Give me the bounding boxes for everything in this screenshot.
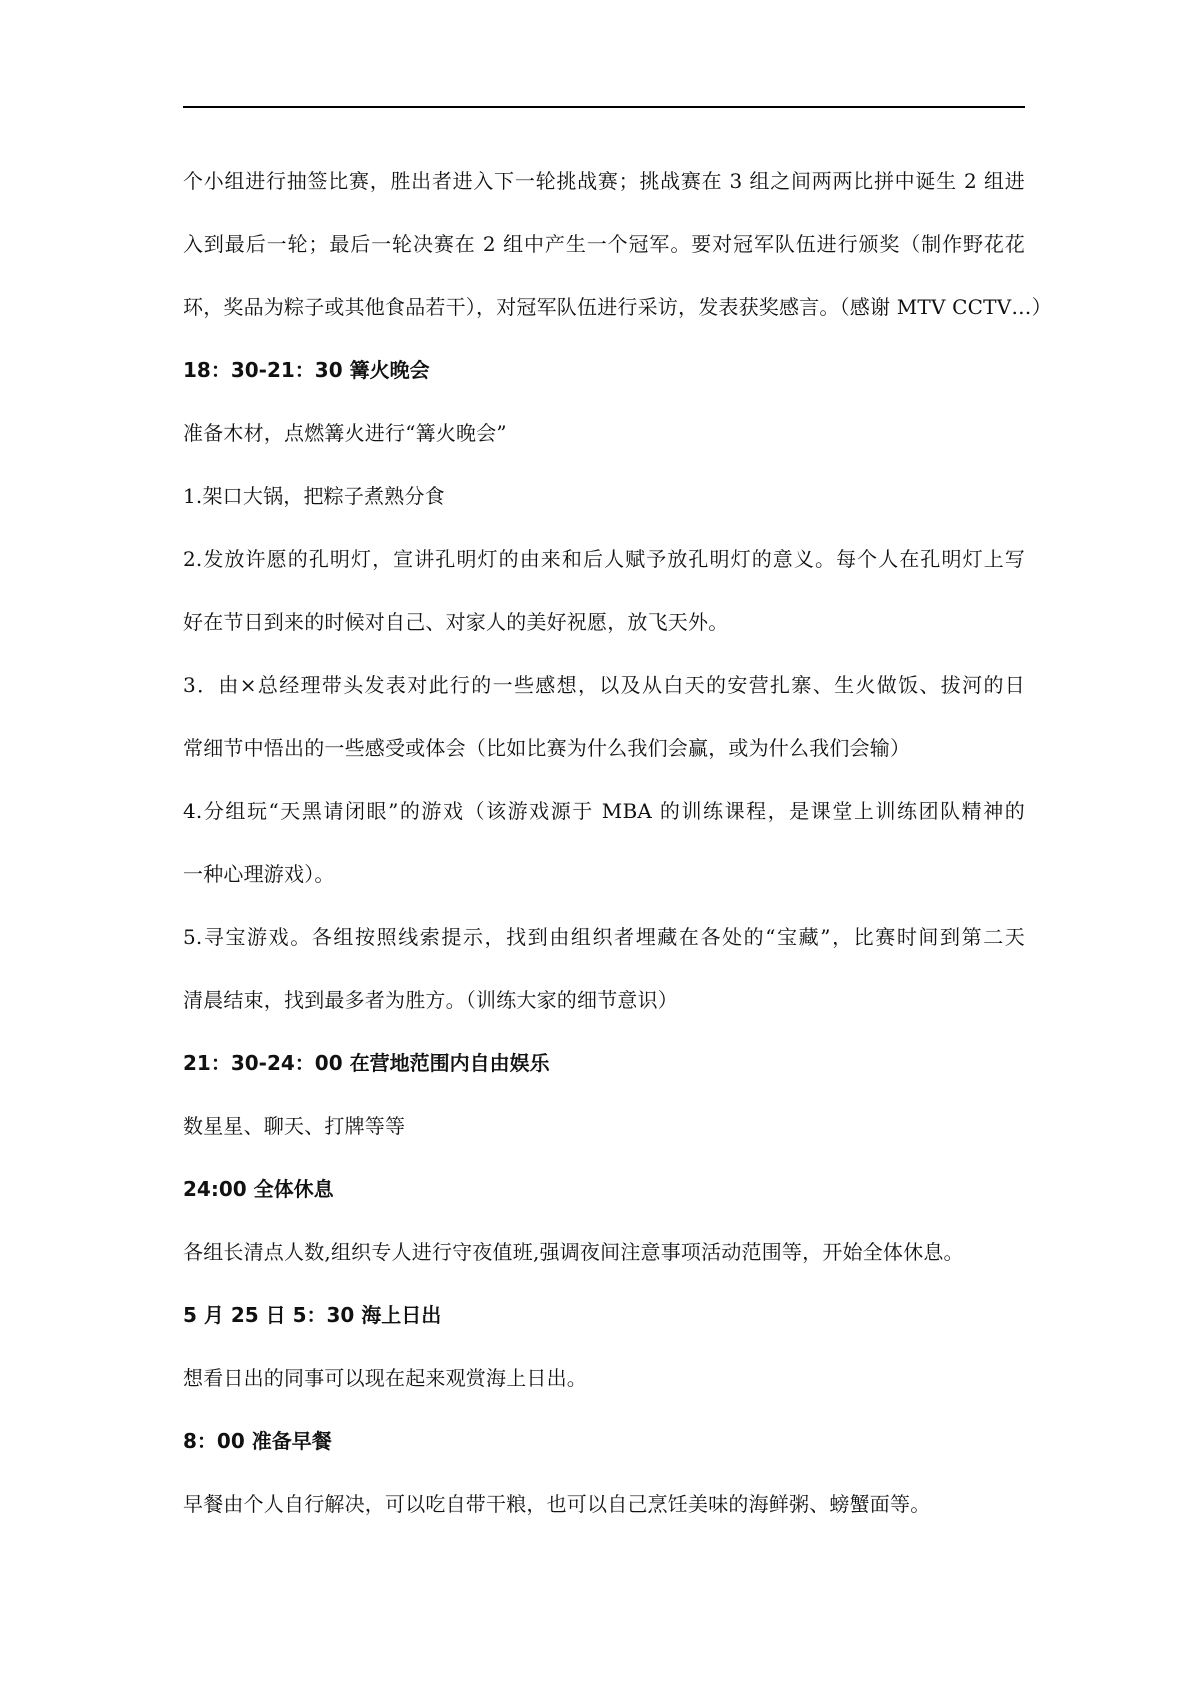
list-item-continuation: 常细节中悟出的一些感受或体会（比如比赛为什么我们会赢，或为什么我们会输） bbox=[183, 736, 911, 760]
list-item-continuation: 好在节日到来的时候对自己、对家人的美好祝愿，放飞天外。 bbox=[183, 610, 729, 634]
section-heading: 24:00 全体休息 bbox=[183, 1177, 334, 1201]
paragraph-line: 个小组进行抽签比赛，胜出者进入下一轮挑战赛；挑战赛在 3 组之间两两比拼中诞生 2 组进 bbox=[183, 169, 1025, 193]
paragraph-line: 环，奖品为粽子或其他食品若干），对冠军队伍进行采访，发表获奖感言。（感谢 MTV CCTV…） bbox=[183, 295, 1052, 319]
paragraph-line: 入到最后一轮；最后一轮决赛在 2 组中产生一个冠军。要对冠军队伍进行颁奖（制作野花花 bbox=[183, 232, 1025, 256]
list-item: 3．由×总经理带头发表对此行的一些感想，以及从白天的安营扎寨、生火做饭、拔河的日 bbox=[183, 673, 1025, 697]
list-item: 5.寻宝游戏。各组按照线索提示，找到由组织者埋藏在各处的“宝藏”，比赛时间到第二天 bbox=[183, 925, 1025, 949]
section-heading: 5 月 25 日 5：30 海上日出 bbox=[183, 1303, 442, 1327]
paragraph-line: 数星星、聊天、打牌等等 bbox=[183, 1114, 406, 1138]
section-heading: 18：30-21：30 篝火晚会 bbox=[183, 358, 430, 382]
paragraph-line: 想看日出的同事可以现在起来观赏海上日出。 bbox=[183, 1366, 587, 1390]
paragraph-line: 早餐由个人自行解决，可以吃自带干粮，也可以自己烹饪美味的海鲜粥、螃蟹面等。 bbox=[183, 1492, 931, 1516]
list-item: 2.发放许愿的孔明灯，宣讲孔明灯的由来和后人赋予放孔明灯的意义。每个人在孔明灯上写 bbox=[183, 547, 1025, 571]
list-item: 1.架口大锅，把粽子煮熟分食 bbox=[183, 484, 445, 508]
paragraph-line: 各组长清点人数,组织专人进行守夜值班,强调夜间注意事项活动范围等，开始全体休息。 bbox=[183, 1240, 964, 1264]
section-heading: 8：00 准备早餐 bbox=[183, 1429, 332, 1453]
paragraph-line: 准备木材，点燃篝火进行“篝火晚会” bbox=[183, 421, 507, 445]
document-body bbox=[183, 150, 1052, 1536]
header-rule bbox=[183, 106, 1025, 108]
list-item-continuation: 清晨结束，找到最多者为胜方。（训练大家的细节意识） bbox=[183, 988, 678, 1012]
list-item-continuation: 一种心理游戏）。 bbox=[183, 862, 335, 886]
list-item: 4.分组玩“天黑请闭眼”的游戏（该游戏源于 MBA 的训练课程，是课堂上训练团队精神的 bbox=[183, 799, 1025, 823]
section-heading: 21：30-24：00 在营地范围内自由娱乐 bbox=[183, 1051, 550, 1075]
